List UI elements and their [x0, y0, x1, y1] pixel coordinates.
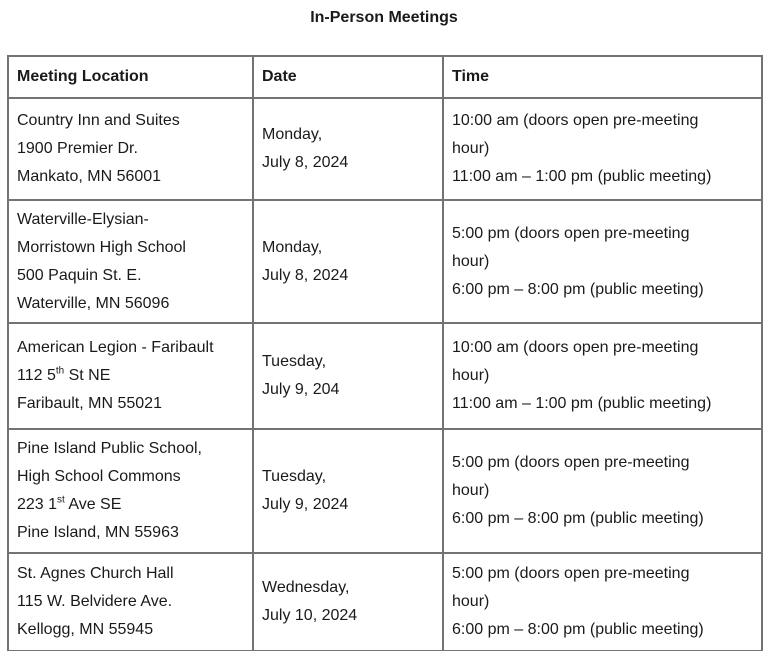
- date-line: July 8, 2024: [262, 154, 349, 171]
- date-line: July 10, 2024: [262, 607, 358, 624]
- date-cell: [253, 553, 443, 651]
- location-line: Waterville-Elysian-: [17, 210, 149, 228]
- date-cell: [253, 429, 443, 553]
- location-cell: [8, 98, 253, 200]
- location-cell: [8, 429, 253, 553]
- date-cell: [253, 98, 443, 200]
- date-line: Tuesday,: [262, 353, 327, 370]
- time-cell: [443, 98, 762, 200]
- location-line: Mankato, MN 56001: [17, 168, 162, 185]
- date-cell: [253, 323, 443, 429]
- time-line: 5:00 pm (doors open pre-meeting: [452, 565, 690, 582]
- time-line: 10:00 am (doors open pre-meeting: [452, 112, 699, 129]
- location-line: Faribault, MN 55021: [17, 395, 162, 412]
- time-cell: [443, 200, 762, 323]
- location-line: American Legion - Faribault: [17, 339, 214, 356]
- meetings-table: [7, 55, 763, 651]
- date-line: July 8, 2024: [262, 266, 349, 284]
- time-line: 10:00 am (doors open pre-meeting: [452, 339, 699, 356]
- location-line: Country Inn and Suites: [17, 112, 180, 129]
- location-line: 112 5th St NE: [17, 365, 111, 384]
- header-row: [8, 56, 762, 98]
- page-title: In-Person Meetings: [310, 9, 458, 26]
- date-line: Monday,: [262, 238, 323, 256]
- ordinal-superscript: th: [55, 365, 65, 377]
- location-line: Morristown High School: [17, 238, 186, 256]
- date-line: July 9, 2024: [262, 496, 349, 513]
- time-line: hour): [452, 140, 490, 157]
- time-line: 6:00 pm – 8:00 pm (public meeting): [452, 510, 704, 527]
- time-line: 6:00 pm – 8:00 pm (public meeting): [452, 280, 704, 298]
- date-cell: [253, 200, 443, 323]
- time-line: 11:00 am – 1:00 pm (public meeting): [452, 395, 712, 412]
- table-row: [8, 98, 762, 200]
- location-line: Pine Island, MN 55963: [17, 524, 179, 541]
- header-meeting-location: Meeting Location: [8, 56, 253, 98]
- location-line: High School Commons: [17, 468, 181, 485]
- location-line: St. Agnes Church Hall: [17, 565, 174, 582]
- ordinal-superscript: st: [57, 494, 65, 506]
- location-cell: [8, 323, 253, 429]
- location-line: 1900 Premier Dr.: [17, 140, 138, 157]
- time-line: hour): [452, 252, 490, 270]
- header-time: Time: [443, 56, 762, 98]
- location-line: 223 1st Ave SE: [17, 494, 122, 513]
- date-line: Tuesday,: [262, 468, 327, 485]
- location-line: Pine Island Public School,: [17, 440, 202, 457]
- table-body: [8, 98, 762, 651]
- location-line: 500 Paquin St. E.: [17, 266, 142, 284]
- header-date: Date: [253, 56, 443, 98]
- time-line: 6:00 pm – 8:00 pm (public meeting): [452, 621, 704, 638]
- time-line: 5:00 pm (doors open pre-meeting: [452, 454, 690, 471]
- time-line: 11:00 am – 1:00 pm (public meeting): [452, 168, 712, 185]
- date-line: July 9, 204: [262, 381, 340, 398]
- time-line: hour): [452, 593, 490, 610]
- location-cell: [8, 200, 253, 323]
- time-line: hour): [452, 367, 490, 384]
- date-line: Monday,: [262, 126, 323, 143]
- location-line: Waterville, MN 56096: [17, 294, 170, 312]
- time-line: hour): [452, 482, 490, 499]
- location-cell: [8, 553, 253, 651]
- table-row: [8, 429, 762, 553]
- location-line: 115 W. Belvidere Ave.: [17, 593, 173, 610]
- location-line: Kellogg, MN 55945: [17, 621, 154, 638]
- date-line: Wednesday,: [262, 579, 350, 596]
- table-row: [8, 323, 762, 429]
- time-line: 5:00 pm (doors open pre-meeting: [452, 224, 690, 242]
- time-cell: [443, 323, 762, 429]
- table-row: [8, 200, 762, 323]
- time-cell: [443, 429, 762, 553]
- table-row: [8, 553, 762, 651]
- time-cell: [443, 553, 762, 651]
